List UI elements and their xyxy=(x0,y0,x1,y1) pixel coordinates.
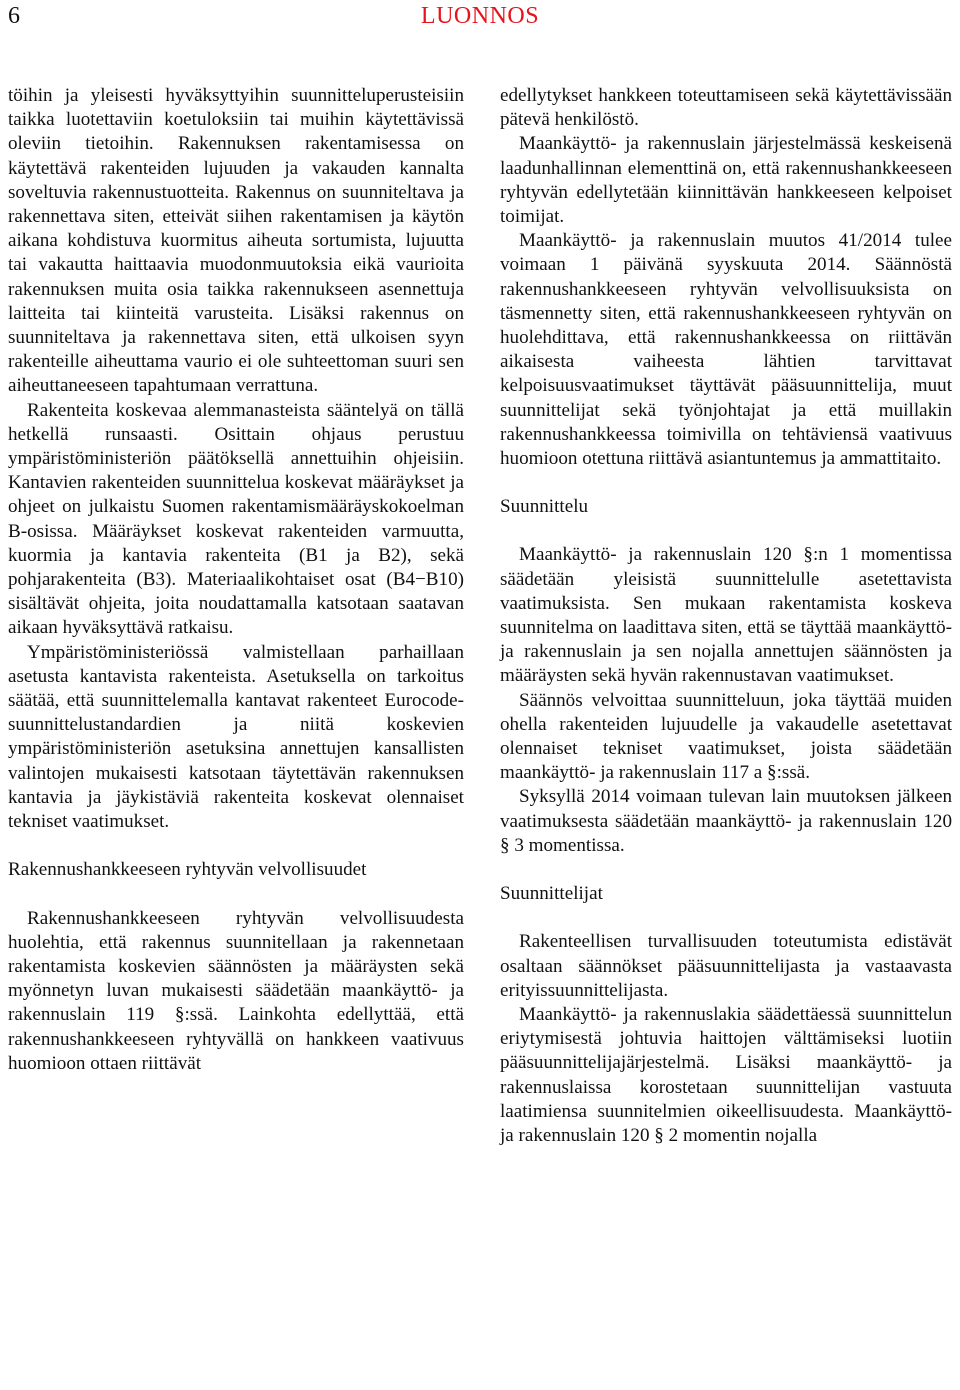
section-heading-designers: Suunnittelijat xyxy=(500,883,603,905)
left-paragraph-4: Rakennushankkeeseen ryhtyvän velvollisuudesta huolehtia, että rakennus suunnitellaan ja rakennetaan rakentamista koskevien säännösten ja määräysten sekä myönnetyn luvan mukaisesti säädetään maankäyttö- ja rakennuslain 119 §:ssä. Lainkohta edellyttää, että rakennushankkeeseen ryhtyvällä on hankkeen vaativuus huomioon ottaen riittävät xyxy=(8,907,464,1074)
right-paragraph-5: Säännös velvoittaa suunnitteluun, joka täyttää muiden ohella rakenteiden lujuudelle ja vakaudelle asetettavat olennaiset tekniset vaatimukset, joista säädetään maankäyttö- ja rakennuslain 117 a §:ssä. xyxy=(500,689,952,784)
left-column xyxy=(8,84,464,1076)
page-number: 6 xyxy=(8,3,20,29)
right-paragraph-2: Maankäyttö- ja rakennuslain järjestelmässä keskeisenä laadunhallinnan elementtinä on, että rakennushankkeeseen ryhtyvän edellytetään kiinnittävän hankkeeseen kelpoiset toimijat. xyxy=(500,133,952,228)
section-heading-obligations: Rakennushankkeeseen ryhtyvän velvollisuudet xyxy=(8,859,367,881)
right-paragraph-3: Maankäyttö- ja rakennuslain muutos 41/2014 tulee voimaan 1 päivänä syyskuuta 2014. Säännöstä rakennushankkeeseen ryhtyvän velvollisuuksista on täsmennetty siten, että rakennushankkeeseen ryhtyvän on huolehdittava, että rakennushankkeessa on riittävän aikaisesta vaiheesta lähtien tarvittavat kelpoisuusvaatimukset täyttävät pääsuunnittelija, muut suunnittelijat sekä työnjohtajat ja että muillakin rakennushankkeessa toimivilla on tehtäviensä vaativuus huomioon otettuna riittävä asiantuntemus ja ammattitaito. xyxy=(500,230,952,470)
draft-label: LUONNOS xyxy=(420,3,540,29)
right-paragraph-1: edellytykset hankkeen toteuttamiseen sekä käytettävissään pätevä henkilöstö. xyxy=(500,85,952,131)
right-paragraph-6: Syksyllä 2014 voimaan tulevan lain muutoksen jälkeen vaatimuksesta säädetään maankäyttö- ja rakennuslain 120 § 3 momentissa. xyxy=(500,786,952,856)
left-paragraph-1: töihin ja yleisesti hyväksyttyihin suunnitteluperusteisiin taikka luotettaviin koetuloksiin tai muihin käytettävissä oleviin tietoihin. Rakennuksen rakentamisessa on käytettävä rakenteiden lujuuden ja vakauden kannalta soveltuvia rakennustuotteita. Rakennus on suunniteltava ja rakennettava siten, etteivät siihen rakentamisen ja käytön aikana kohdistuva kuormitus aiheuta sortumista, lujuutta tai vakautta haittaavia muodonmuutoksia eikä vaurioita rakennuksen muita osia taikka rakennukseen asennettuja laitteita tai kiinteitä varusteita. Lisäksi rakennus on suunniteltava ja rakennettava siten, että ulkoisen syyn rakenteille aiheuttama vaurio ei ole suhteettoman suuri sen aiheuttaneeseen tapahtumaan verrattuna. xyxy=(8,85,464,397)
left-paragraph-2: Rakenteita koskevaa alemmanasteista sääntelyä on tällä hetkellä runsaasti. Osittain ohjaus perustuu ympäristöministeriön päätöksellä annettuihin ohjeisiin. Kantavien rakenteiden suunnittelua koskevat määräykset ja ohjeet on julkaistu Suomen rakentamismääräyskokoelman B-osissa. Määräykset koskevat rakenteiden varmuutta, kuormia ja kantavia rakenteita (B1 ja B2), sekä pohjarakenteita (B3). Materiaalikohtaiset osat (B4−B10) sisältävät ohjeita, joita noudattamalla katsotaan saatavan aikaan hyväksyttävä ratkaisu. xyxy=(8,399,464,639)
section-heading-design: Suunnittelu xyxy=(500,496,589,518)
left-paragraph-3: Ympäristöministeriössä valmistellaan parhaillaan asetusta kantavista rakenteista. Asetuksella on tarkoitus säätää, että suunnittelemalla kantavat rakenteet Eurocode-suunnittelustandardien ja niitä koskevien ympäristöministeriön asetuksina annettujen kansallisten valintojen mukaisesti katsotaan täytettävän rakennuksen kantavia ja jäykistäviä rakenteita koskevat olennaiset tekniset vaatimukset. xyxy=(8,641,464,833)
right-paragraph-4: Maankäyttö- ja rakennuslain 120 §:n 1 momentissa säädetään yleisistä suunnittelulle asetettavista vaatimuksista. Sen mukaan rakentamista koskeva suunnitelma on laadittava siten, että se täyttää maankäyttö- ja rakennuslain ja sen nojalla annettujen säännösten ja määräysten sekä hyvän rakennustavan vaatimukset. xyxy=(500,544,952,687)
right-column xyxy=(500,84,952,1148)
right-paragraph-8: Maankäyttö- ja rakennuslakia säädettäessä suunnittelun eriytymisestä johtuvia haittojen välttämiseksi luotiin pääsuunnittelijajärjestelmä. Lisäksi maankäyttö- ja rakennuslaissa korostetaan suunnittelijan vastuuta laatimiensa suunnitelmien oikeellisuudesta. Maankäyttö- ja rakennuslain 120 § 2 momentin nojalla xyxy=(500,1003,952,1146)
right-paragraph-7: Rakenteellisen turvallisuuden toteutumista edistävät osaltaan säännökset pääsuunnittelijasta ja vastaavasta erityissuunnittelijasta. xyxy=(500,931,952,1001)
